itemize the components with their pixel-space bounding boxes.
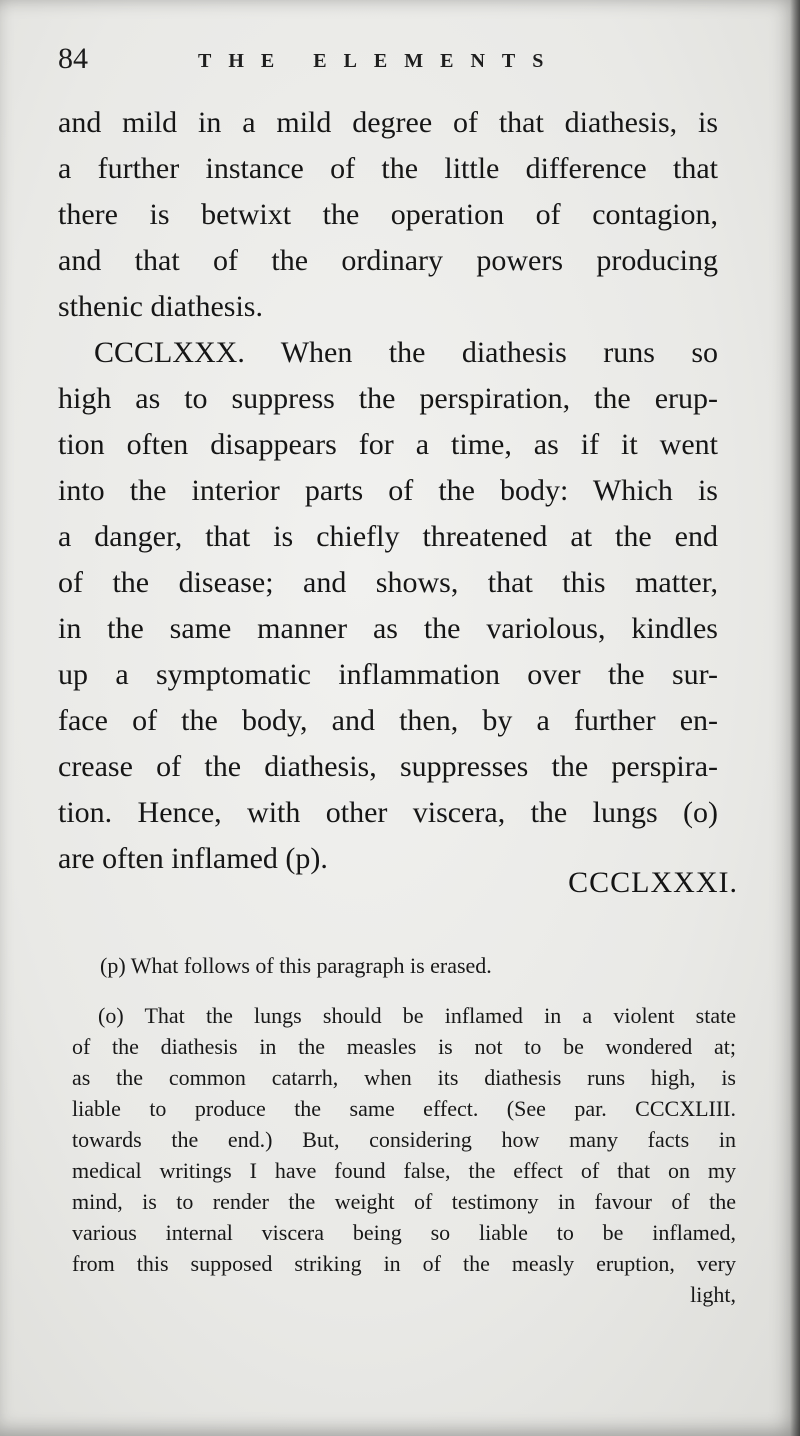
footnote-line: mind, is to render the weight of testimony in favour of the (72, 1189, 736, 1214)
text-line: in the same manner as the variolous, kindles (58, 612, 718, 645)
footnote-line: of the diathesis in the measles is not to be wondered at; (72, 1034, 736, 1059)
page-edge-shadow (790, 0, 800, 1436)
footnote-last-word: light, (690, 1282, 736, 1307)
text-line: face of the body, and then, by a further en- (58, 704, 718, 737)
paragraph-start-ccclxxx: CCCLXXX. When the diathesis runs so (94, 336, 718, 369)
page-header (58, 42, 748, 86)
footnote-line: as the common catarrh, when its diathesis runs high, is (72, 1065, 736, 1090)
text-line: sthenic diathesis. (58, 290, 263, 323)
footnote-p: (p) What follows of this paragraph is erased. (100, 953, 492, 978)
text-line: a danger, that is chiefly threatened at the end (58, 520, 718, 553)
footnote-line: liable to produce the same effect. (See par. CCCXLIII. (72, 1096, 736, 1121)
text-line: and mild in a mild degree of that diathesis, is (58, 106, 718, 139)
text-line: high as to suppress the perspiration, the erup- (58, 382, 718, 415)
text-line: tion. Hence, with other viscera, the lungs (o) (58, 796, 718, 829)
footnote-o (72, 1000, 736, 1310)
main-text (58, 100, 718, 882)
text-line: of the disease; and shows, that this matter, (58, 566, 718, 599)
footnote-line: (o) That the lungs should be inflamed in a violent state (98, 1003, 736, 1028)
text-line: are often inflamed (p). (58, 842, 328, 875)
text-line: crease of the diathesis, suppresses the perspira- (58, 750, 718, 783)
footnote-line: medical writings I have found false, the effect of that on my (72, 1158, 736, 1183)
text-line: up a symptomatic inflammation over the sur- (58, 658, 718, 691)
page-number: 84 (58, 42, 88, 75)
text-line: a further instance of the little difference that (58, 152, 718, 185)
running-head: THE ELEMENTS (198, 50, 561, 72)
catchword: CCCLXXXI. (568, 866, 738, 899)
footnote-line: from this supposed striking in of the measly eruption, very (72, 1251, 736, 1276)
footnote-line: towards the end.) But, considering how many facts in (72, 1127, 736, 1152)
text-line: into the interior parts of the body: Which is (58, 474, 718, 507)
footnote-line: various internal viscera being so liable to be inflamed, (72, 1220, 736, 1245)
text-line: there is betwixt the operation of contagion, (58, 198, 718, 231)
text-line: tion often disappears for a time, as if it went (58, 428, 718, 461)
text-line: and that of the ordinary powers producing (58, 244, 718, 277)
